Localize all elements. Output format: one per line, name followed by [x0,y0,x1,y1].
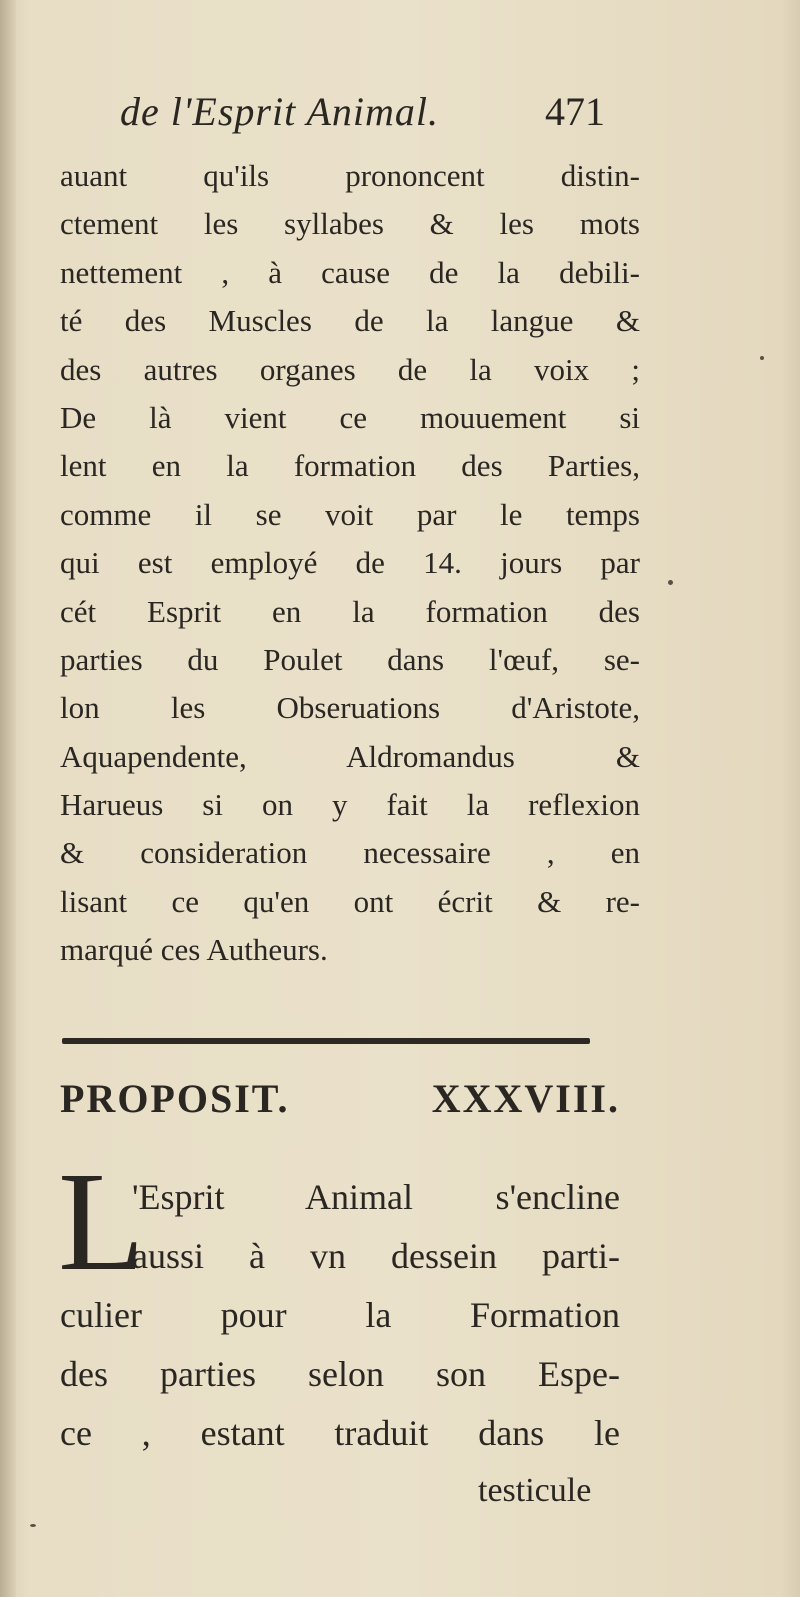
text-line: marqué ces Autheurs. [60,932,328,968]
text-line: & consideration necessaire , en [60,835,640,871]
paragraph-1 [60,152,640,975]
running-head [120,88,640,140]
text-line: nettement , à cause de la debili- [60,254,640,290]
text-line: parties du Poulet dans l'œuf, se- [60,641,640,677]
text-line: des autres organes de la voix ; [60,351,640,387]
section-heading: PROPOSIT. XXXVIII. [60,1076,620,1121]
paper-speck [668,580,673,585]
paper-speck [760,356,764,360]
text-line: cét Esprit en la formation des [60,593,640,629]
text-line: ctement les syllabes & les mots [60,206,640,242]
text-line: lisant ce qu'en ont écrit & re- [60,883,640,919]
text-line: auant qu'ils prononcent distin- [60,158,640,193]
text-line: des parties selon son Espe- [60,1354,620,1394]
text-line: ce , estant traduit dans le [60,1413,620,1453]
text-line: Harueus si on y fait la reflexion [60,787,640,823]
page-number: 471 [545,89,605,134]
drop-cap: L [58,1142,145,1300]
running-head-title: de l'Esprit Animal. [120,89,440,134]
paper-speck [30,1524,36,1527]
text-line: De là vient ce mouuement si [60,399,640,435]
text-line: comme il se voit par le temps [60,496,640,532]
text-line: lon les Obseruations d'Aristote, [60,690,640,726]
text-line: Aquapendente, Aldromandus & [60,738,640,774]
text-line: culier pour la Formation [60,1295,620,1335]
text-line: 'Esprit Animal s'encline [132,1177,620,1217]
text-line: aussi à vn dessein parti- [132,1236,620,1276]
text-line: qui est employé de 14. jours par [60,545,640,581]
text-line: té des Muscles de la langue & [60,303,640,339]
catchword: testicule [478,1472,592,1509]
page-gutter-shadow [0,0,16,1597]
section-divider-rule [62,1038,590,1044]
paragraph-2 [60,1168,620,1463]
text-line: lent en la formation des Parties, [60,448,640,484]
